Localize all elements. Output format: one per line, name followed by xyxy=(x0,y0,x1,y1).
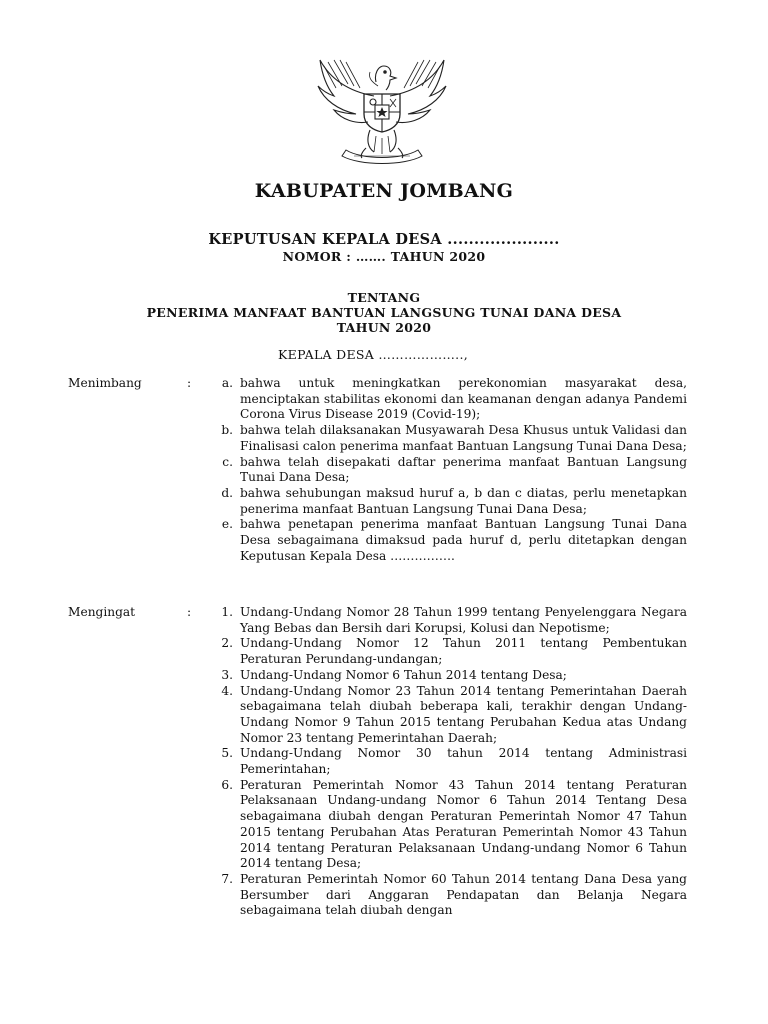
garuda-emblem-icon xyxy=(312,52,452,170)
item-marker: d. xyxy=(221,485,233,500)
item-text: Peraturan Pemerintah Nomor 43 Tahun 2014 tentang Peraturan Pelaksanaan Undang-undang Nomor 6 Tahun 2014 Tentang Desa sebagaimana diubah dengan Peraturan Pemerintah Nomor 47 Tahun 2015 tentang Perubahan Atas Peraturan Pemerintah Nomor 43 Tahun 2014 tentang Peraturan Pelaksanaan Undang-undang Nomor 6 Tahun 2014 tentang Desa; xyxy=(240,777,687,871)
item-text: bahwa telah dilaksanakan Musyawarah Desa Khusus untuk Validasi dan Finalisasi calon penerima manfaat Bantuan Langsung Tunai Dana Desa; xyxy=(240,423,687,453)
item-marker: 6. xyxy=(221,777,233,792)
list-item xyxy=(207,778,687,872)
list-item xyxy=(207,423,687,454)
item-text: bahwa sehubungan maksud huruf a, b dan c diatas, perlu menetapkan penerima manfaat Bantuan Langsung Tunai Dana Desa; xyxy=(240,485,687,516)
item-text: Undang-Undang Nomor 28 Tahun 1999 tentang Penyelenggara Negara Yang Bebas dan Bersih dari Korupsi, Kolusi dan Nepotisme; xyxy=(240,605,687,635)
menimbang-list xyxy=(207,376,687,564)
about-year: TAHUN 2020 xyxy=(336,320,432,335)
section-label: Mengingat xyxy=(68,605,136,619)
item-text: Undang-Undang Nomor 23 Tahun 2014 tentang Pemerintahan Daerah sebagaimana telah diubah beberapa kali, terakhir dengan Undang-Undang Nomor 9 Tahun 2015 tentang Perubahan Kedua atas Undang Nomor 23 tentang Pemerintahan Daerah; xyxy=(240,683,687,745)
list-item xyxy=(207,376,687,423)
issuer-line: KEPALA DESA ……………….., xyxy=(278,347,468,362)
item-marker: e. xyxy=(221,517,233,532)
about-label: TENTANG xyxy=(347,290,421,305)
item-marker: b. xyxy=(221,423,233,438)
item-marker: 3. xyxy=(221,667,233,682)
list-item xyxy=(207,746,687,777)
list-item xyxy=(207,517,687,564)
decree-title: KEPUTUSAN KEPALA DESA ..................... xyxy=(208,231,560,248)
section-label: Menimbang xyxy=(68,376,142,390)
item-text: Undang-Undang Nomor 6 Tahun 2014 tentang Desa; xyxy=(240,667,567,682)
item-text: Undang-Undang Nomor 12 Tahun 2011 tentang Pembentukan Peraturan Perundang-undangan; xyxy=(240,636,687,667)
item-text: bahwa telah disepakati daftar penerima manfaat Bantuan Langsung Tunai Dana Desa; xyxy=(240,454,687,485)
mengingat-list xyxy=(207,605,687,919)
item-marker: 5. xyxy=(221,746,233,761)
list-item xyxy=(207,605,687,636)
section-colon: : xyxy=(187,376,192,390)
item-marker: c. xyxy=(222,454,233,469)
section-colon: : xyxy=(187,605,192,619)
item-marker: 7. xyxy=(221,871,233,886)
list-item xyxy=(207,636,687,667)
list-item xyxy=(207,668,687,684)
item-text: Undang-Undang Nomor 30 tahun 2014 tentang Administrasi Pemerintahan; xyxy=(240,746,687,777)
list-item xyxy=(207,486,687,517)
item-marker: 1. xyxy=(221,605,233,619)
region-title: KABUPATEN JOMBANG xyxy=(254,180,514,202)
item-marker: a. xyxy=(221,376,233,390)
list-item xyxy=(207,684,687,747)
item-marker: 4. xyxy=(221,683,233,698)
list-item xyxy=(207,455,687,486)
decree-number: NOMOR : ……. TAHUN 2020 xyxy=(282,249,486,264)
about-title: PENERIMA MANFAAT BANTUAN LANGSUNG TUNAI DANA DESA xyxy=(146,305,622,320)
item-marker: 2. xyxy=(221,636,233,651)
item-text: Peraturan Pemerintah Nomor 60 Tahun 2014 tentang Dana Desa yang Bersumber dari Anggaran Pendapatan dan Belanja Negara sebagaimana telah diubah dengan xyxy=(240,871,687,918)
item-text: bahwa untuk meningkatkan perekonomian masyarakat desa, menciptakan stabilitas ekonomi dan keamanan dengan adanya Pandemi Corona Virus Disease 2019 (Covid-19); xyxy=(240,376,687,422)
list-item xyxy=(207,872,687,919)
item-text: bahwa penetapan penerima manfaat Bantuan Langsung Tunai Dana Desa sebagaimana dimaksud pada huruf d, perlu ditetapkan dengan Keputusan Kepala Desa ……………. xyxy=(240,517,687,563)
